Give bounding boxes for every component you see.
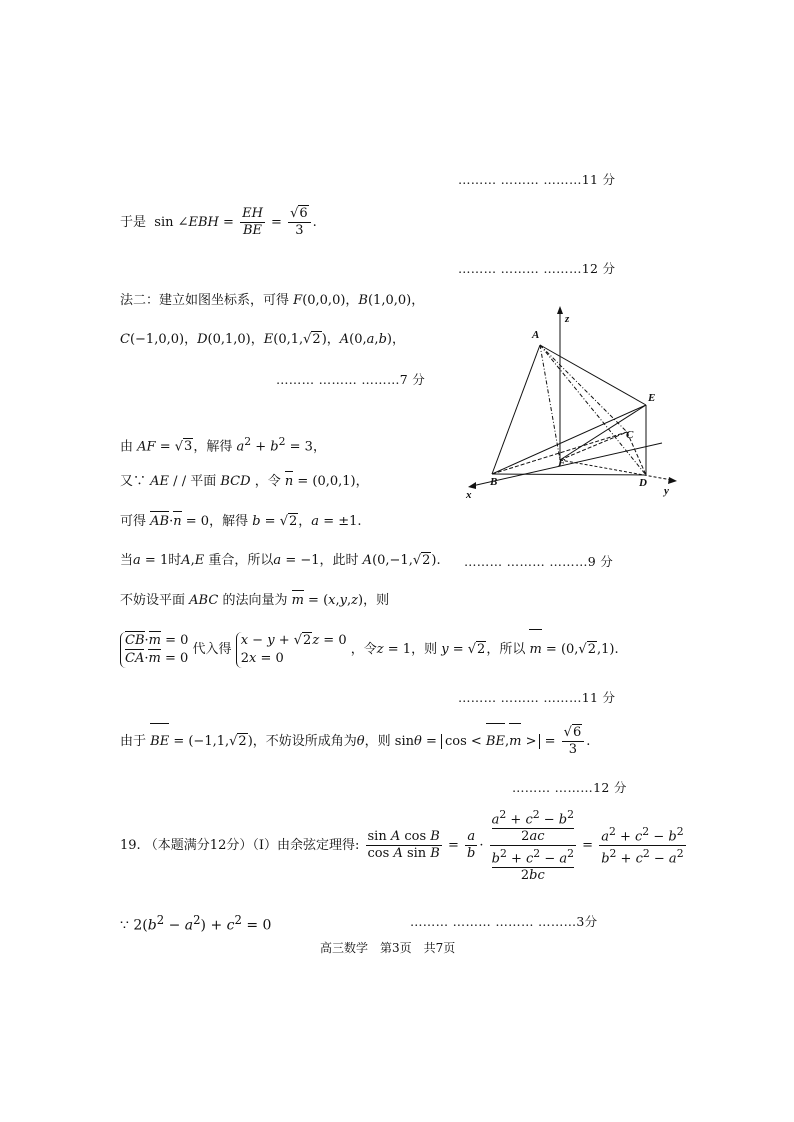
text-method2: 法二：建立如图坐标系，可得 <box>120 293 290 308</box>
text-you: 由 <box>120 439 134 455</box>
ab-n-line: 可得 AB·n = 0，解得 b = √2，a = ±1. <box>120 512 362 532</box>
q19-line: 19. （本题满分12分）（Ⅰ）由余弦定理得: $\frac{\text{sin A cos B}}{\text{cos A sin B}}$ = $\frac{a}{b}$ · $a^2 + c^2 - b^2$ 2ac $b^2 + c^2 - a^2$ 2bc = $\frac{a^2 + c^2 - b^2}{b^2 + c^2 - a^2}$ <box>120 807 684 884</box>
text-pingmian: 平面 <box>190 474 217 489</box>
text-bufang: 不妨设平面 <box>120 593 186 608</box>
fraction-sqrt6-3-b: $\frac{√6}{3}$ <box>562 725 585 758</box>
text-dang: 当 <box>120 553 134 568</box>
text-kede: 可得 <box>120 514 147 529</box>
system-left: CB·m = 0 CA·m = 0 <box>120 632 188 668</box>
text-cishi: ，此时 <box>319 553 359 568</box>
a-equals-line: 当a = 1时A,E 重合，所以a = −1，此时 A(0,−1,√2). <box>120 553 441 568</box>
label-f: F <box>558 457 566 469</box>
fraction-result: $\frac{a^2 + c^2 - b^2}{b^2 + c^2 - a^2}$ <box>601 824 684 867</box>
label-b: B <box>490 476 498 488</box>
y-arrow <box>668 477 677 484</box>
x-arrow <box>468 482 476 489</box>
edge-ab <box>492 345 540 474</box>
label-a: A <box>532 329 540 341</box>
text-ze: ，则 <box>363 593 390 608</box>
method2-line: 法二：建立如图坐标系，可得 F(0,0,0)，B(1,0,0)， <box>120 293 425 308</box>
page-footer: 高三数学 第3页 共7页 <box>320 941 456 955</box>
fraction-a-b: $\frac{a}{b}$ <box>467 829 476 861</box>
text-yushi: 于是 <box>120 215 147 230</box>
base-bd <box>492 474 646 475</box>
score-mark-9: ……… ……… ………9 分 <box>464 554 614 569</box>
x-axis-line <box>472 443 662 486</box>
y-axis-dashed <box>560 460 672 480</box>
edge-ad <box>540 345 646 475</box>
af-line: 由 AF = √3，解得 $a^2 + b^2 = 3$， <box>120 435 326 455</box>
label-e: E <box>648 392 656 404</box>
normal-vector-line: 不妨设平面 ABC 的法向量为 m = (x,y,z)，则 <box>120 591 389 611</box>
score-mark-12b: ……… ………12 分 <box>512 780 627 795</box>
score-mark-12: ……… ……… ………12 分 <box>458 261 616 276</box>
fraction-sin-cos: $\frac{\text{sin A cos B}}{\text{cos A sin B}}$ <box>367 829 440 861</box>
text-q19: 19. （本题满分12分）（Ⅰ）由余弦定理得: <box>120 838 360 853</box>
sin-ebh-line: 于是 sin ∠EBH = $\frac{EH}{BE}$ = $\frac{√6}{3}$ . <box>120 206 317 238</box>
label-y: y <box>664 485 669 497</box>
score-mark-7: ……… ……… ………7 分 <box>276 372 426 387</box>
text-jiede2: ，解得 <box>209 514 249 529</box>
label-x: x <box>466 489 472 501</box>
score-mark-11b: ……… ……… ………11 分 <box>458 690 616 705</box>
edge-ae <box>540 345 646 405</box>
text-suoyi: ，所以 <box>486 642 526 657</box>
label-d: D <box>639 477 647 489</box>
fraction-sqrt6-3: $\frac{√6}{3}$ <box>288 206 311 239</box>
fraction-compound: $a^2 + c^2 - b^2$ 2ac $b^2 + c^2 - a^2$ 2bc <box>491 807 575 884</box>
label-c: C <box>626 429 634 441</box>
coords-line: C(−1,0,0)，D(0,1,0)，E(0,1,√2)，A(0,a,b)， <box>120 332 405 347</box>
text-ling: ，令 <box>254 474 281 489</box>
system-line: CB·m = 0 CA·m = 0 代入得 x − y + √2z = 0 2x = 0 ，令z = 1，则 y = √2，所以 m = (0,√2,1). <box>120 630 619 670</box>
text-ze2: ，则 <box>411 642 438 657</box>
text-jiede: ，解得 <box>193 439 233 455</box>
geometry-diagram <box>462 300 692 505</box>
text-bufang2: ，不妨设所成角为 <box>252 734 357 749</box>
z-arrow <box>557 306 563 314</box>
be-line: 由于 BE = (−1,1,√2)，不妨设所成角为θ，则 sinθ = cos < BE,m > = $\frac{√6}{3}$ . <box>120 724 590 760</box>
text-chonghe: 时 <box>168 553 182 568</box>
score-mark-3: ……… ……… ……… ………3分 <box>410 914 598 929</box>
text-chonghe2: 重合，所以 <box>208 553 274 568</box>
text-youyu: 由于 <box>120 734 147 749</box>
because-line: ∵ $2(b^2 - a^2) + c^2 = 0$ <box>120 913 272 934</box>
text-ze3: ，则 <box>364 734 391 749</box>
text-ling2: ，令 <box>350 642 377 657</box>
text-dairu: 代入得 <box>192 642 232 657</box>
score-mark-11: ……… ……… ………11 分 <box>458 172 616 187</box>
system-right: x − y + √2z = 0 2x = 0 <box>236 632 347 668</box>
ae-parallel-line: 又∵ AE / / 平面 BCD ，令 n = (0,0,1)， <box>120 472 369 492</box>
label-z: z <box>565 313 570 325</box>
edge-fc <box>560 432 627 460</box>
text-faxiang: 的法向量为 <box>222 593 288 608</box>
text-you2: 又∵ <box>120 474 147 489</box>
fraction-eh-be: $\frac{EH}{BE}$ <box>242 206 263 238</box>
